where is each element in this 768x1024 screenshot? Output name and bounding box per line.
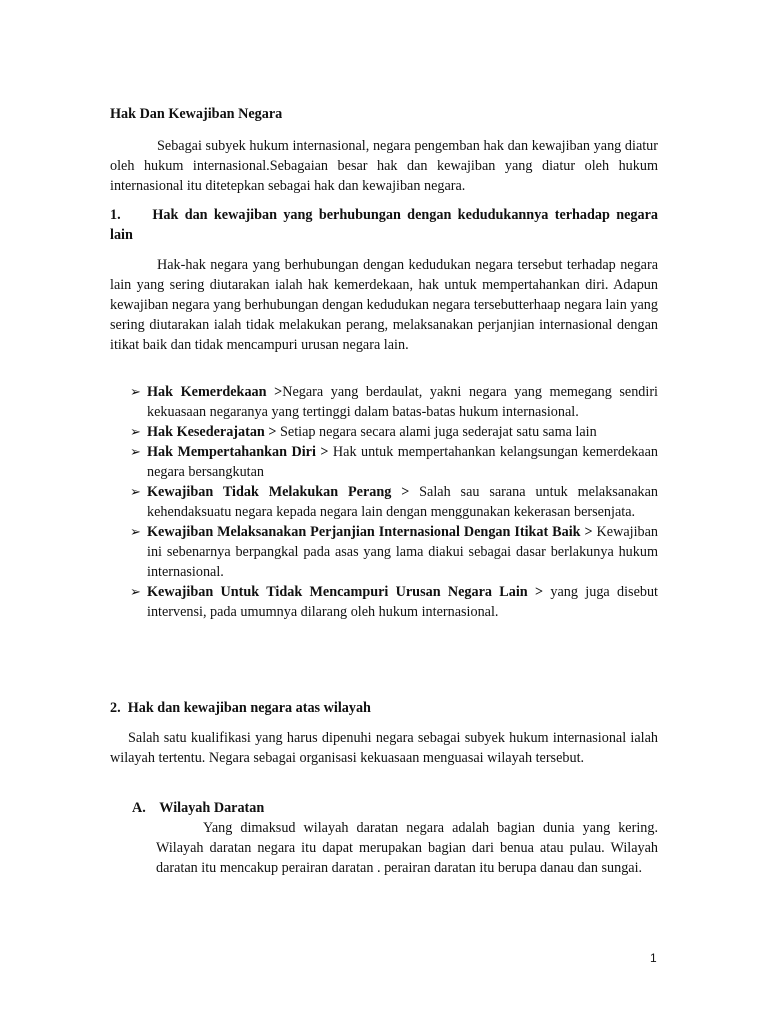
subsection-a-title: Wilayah Daratan (159, 800, 265, 816)
list-item-text: yang juga disebut intervensi, pada umumnya dilarang oleh hukum internasional. (147, 584, 658, 620)
list-item-text: Kewajiban ini sebenarnya berpangkal pada asas yang lama diakui sebagai dasar berlakunya hukum internasional. (147, 524, 658, 580)
rights-list (130, 382, 658, 622)
document-title: Hak Dan Kewajiban Negara (110, 106, 283, 122)
intro-paragraph: Sebagai subyek hukum internasional, negara pengemban hak dan kewajiban yang diatur oleh hukum internasional.Sebagaian besar hak dan kewajiban yang diatur oleh hukum internasional itu ditetepkan sebagai hak dan kewajiban negara. (110, 138, 658, 194)
list-item-text: Setiap negara secara alami juga sederajat satu sama lain (276, 424, 597, 440)
list-item (130, 582, 658, 622)
section-1-paragraph: Hak-hak negara yang berhubungan dengan kedudukan negara tersebut terhadap negara lain yang sering diutarakan ialah hak kemerdekaan, hak untuk mempertahankan diri. Adapun kewajiban negara yang berhubungan dengan kedudukan negara tersebutterhaap negara lain yang sering diutarakan ialah tidak melakukan perang, melaksanakan perjanjian internasional dengan itikat baik dan tidak mencampuri urusan negara lain. (110, 257, 658, 353)
section-1-number: 1. (110, 207, 121, 223)
arrow-bullet-icon: ➢ (130, 584, 141, 599)
list-item-text: Hak untuk mempertahankan kelangsungan kemerdekaan negara bersangkutan (147, 444, 658, 480)
subsection-a-letter: A. (132, 800, 146, 816)
arrow-bullet-icon: ➢ (130, 424, 141, 439)
page-number: 1 (650, 951, 657, 965)
arrow-bullet-icon: ➢ (130, 524, 141, 539)
section-2-heading (110, 698, 658, 718)
list-item-term: Hak Mempertahankan Diri > (147, 444, 329, 460)
list-item (130, 522, 658, 582)
section-2-paragraph: Salah satu kualifikasi yang harus dipenuhi negara sebagai subyek hukum internasional ialah wilayah tertentu. Negara sebagai organisasi kekuasaan menguasai wilayah tersebut. (110, 730, 658, 766)
list-item (130, 382, 658, 422)
section-2-title: Hak dan kewajiban negara atas wilayah (127, 700, 371, 716)
list-item-term: Hak Kemerdekaan > (147, 384, 283, 400)
list-item-term: Kewajiban Melaksanakan Perjanjian Internasional Dengan Itikat Baik > (147, 524, 593, 540)
list-item (130, 442, 658, 482)
section-2-number: 2. (110, 700, 121, 716)
list-item-term: Kewajiban Tidak Melakukan Perang > (147, 484, 410, 500)
list-item-term: Hak Kesederajatan > (147, 424, 277, 440)
list-item (130, 482, 658, 522)
section-1-heading (110, 205, 658, 245)
list-item-term: Kewajiban Untuk Tidak Mencampuri Urusan Negara Lain > (147, 584, 544, 600)
list-item (130, 422, 658, 442)
section-1-title: Hak dan kewajiban yang berhubungan dengan kedudukannya terhadap negara lain (110, 207, 659, 243)
arrow-bullet-icon: ➢ (130, 444, 141, 459)
subsection-a-heading (132, 798, 264, 818)
arrow-bullet-icon: ➢ (130, 484, 141, 499)
list-item-text: Salah sau sarana untuk melaksanakan kehendaksuatu negara kepada negara lain dengan menggunakan kekerasan bersenjata. (147, 484, 658, 520)
arrow-bullet-icon: ➢ (130, 384, 141, 399)
subsection-a-paragraph: Yang dimaksud wilayah daratan negara adalah bagian dunia yang kering. Wilayah daratan negara itu dapat merupakan bagian dari benua atau pulau. Wilayah daratan itu mencakup perairan daratan . perairan daratan itu berupa danau dan sungai. (156, 820, 658, 876)
list-item-text: Negara yang berdaulat, yakni negara yang memegang sendiri kekuasaan negaranya yang tertinggi dalam batas-batas hukum internasional. (147, 384, 658, 420)
